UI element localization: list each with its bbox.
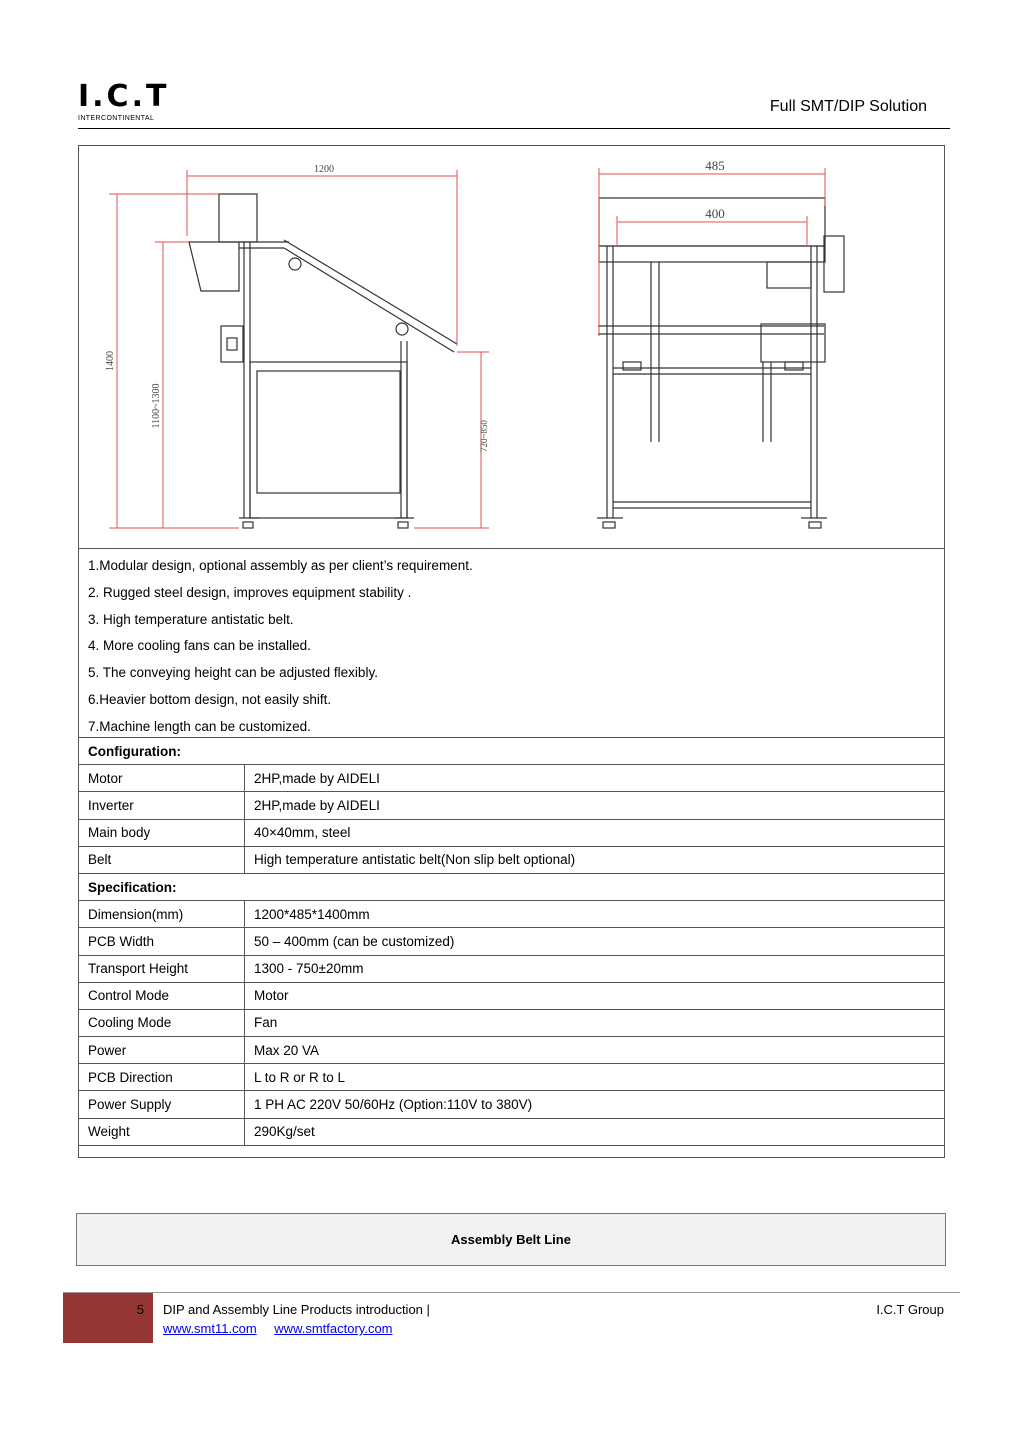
row-value: 40×40mm, steel [245, 819, 945, 846]
technical-drawing [79, 146, 944, 548]
row-key: Dimension(mm) [79, 901, 245, 928]
feature-item: 2. Rugged steel design, improves equipment stability . [88, 584, 412, 600]
section-heading-row [79, 738, 945, 765]
row-key: PCB Direction [79, 1064, 245, 1091]
spec-table [78, 737, 945, 1146]
row-key: Control Mode [79, 982, 245, 1009]
table-row [79, 792, 945, 819]
company-logo [78, 79, 178, 126]
row-value: L to R or R to L [245, 1064, 945, 1091]
row-key: Belt [79, 846, 245, 873]
side-total-height-dimension: 1400 [105, 351, 116, 371]
product-banner [76, 1213, 946, 1266]
logo-subtext: INTERCONTINENTAL [78, 115, 155, 122]
table-row [79, 982, 945, 1009]
feature-item: 1.Modular design, optional assembly as per client’s requirement. [88, 558, 473, 573]
row-key: Motor [79, 765, 245, 792]
table-row [79, 819, 945, 846]
footer-divider [63, 1292, 960, 1293]
row-value: 1200*485*1400mm [245, 901, 945, 928]
row-key: PCB Width [79, 928, 245, 955]
row-value: 50 – 400mm (can be customized) [245, 928, 945, 955]
table-row [79, 901, 945, 928]
row-value: Max 20 VA [245, 1037, 945, 1064]
specification-heading: Specification: [79, 873, 945, 900]
row-key: Cooling Mode [79, 1009, 245, 1036]
feature-item: 3. High temperature antistatic belt. [88, 611, 294, 627]
side-view-dimensions [109, 170, 489, 528]
logo-text: I.C.T [78, 79, 170, 114]
page-number: 5 [136, 1302, 144, 1317]
banner-title: Assembly Belt Line [451, 1232, 571, 1247]
row-key: Power Supply [79, 1091, 245, 1118]
table-row [79, 1064, 945, 1091]
row-value: 2HP,made by AIDELI [245, 765, 945, 792]
side-view-drawing [189, 194, 457, 528]
row-value: 1 PH AC 220V 50/60Hz (Option:110V to 380V) [245, 1091, 945, 1118]
row-key: Inverter [79, 792, 245, 819]
row-key: Power [79, 1037, 245, 1064]
feature-list [88, 553, 473, 741]
section-heading-row [79, 873, 945, 900]
header-tagline: Full SMT/DIP Solution [769, 98, 927, 115]
header-divider [78, 128, 950, 129]
row-value: Motor [245, 982, 945, 1009]
front-view-drawing [597, 198, 844, 528]
feature-item: 7.Machine length can be customized. [88, 718, 311, 734]
side-range-height-dimension: 1100~1300 [151, 383, 162, 429]
front-outer-width-dimension: 485 [705, 158, 725, 173]
table-row [79, 765, 945, 792]
footer-links [163, 1321, 407, 1336]
table-row [79, 1009, 945, 1036]
feature-item: 4. More cooling fans can be installed. [88, 638, 311, 654]
footer-title: DIP and Assembly Line Products introduction | [163, 1302, 430, 1317]
technical-drawing-area [79, 146, 944, 549]
footer-link-smt11[interactable]: www.smt11.com [163, 1321, 257, 1336]
page-number-block [63, 1293, 153, 1343]
table-row [79, 1118, 945, 1145]
feature-item: 6.Heavier bottom design, not easily shift. [88, 691, 332, 707]
side-width-dimension: 1200 [314, 164, 334, 175]
footer-link-smtfactory[interactable]: www.smtfactory.com [274, 1321, 393, 1336]
row-value: 2HP,made by AIDELI [245, 792, 945, 819]
front-view-dimensions [599, 168, 825, 336]
footer-company: I.C.T Group [876, 1302, 944, 1317]
table-row [79, 928, 945, 955]
feature-item: 5. The conveying height can be adjusted flexibly. [88, 665, 378, 681]
side-end-height-dimension: 720~850 [479, 420, 489, 452]
row-key: Transport Height [79, 955, 245, 982]
row-value: High temperature antistatic belt(Non slip belt optional) [245, 846, 945, 873]
front-inner-width-dimension: 400 [705, 206, 725, 221]
table-row [79, 955, 945, 982]
table-row [79, 1091, 945, 1118]
table-row [79, 846, 945, 873]
row-key: Weight [79, 1118, 245, 1145]
row-key: Main body [79, 819, 245, 846]
row-value: 290Kg/set [245, 1118, 945, 1145]
table-row [79, 1037, 945, 1064]
configuration-heading: Configuration: [79, 738, 945, 765]
row-value: 1300 - 750±20mm [245, 955, 945, 982]
row-value: Fan [245, 1009, 945, 1036]
